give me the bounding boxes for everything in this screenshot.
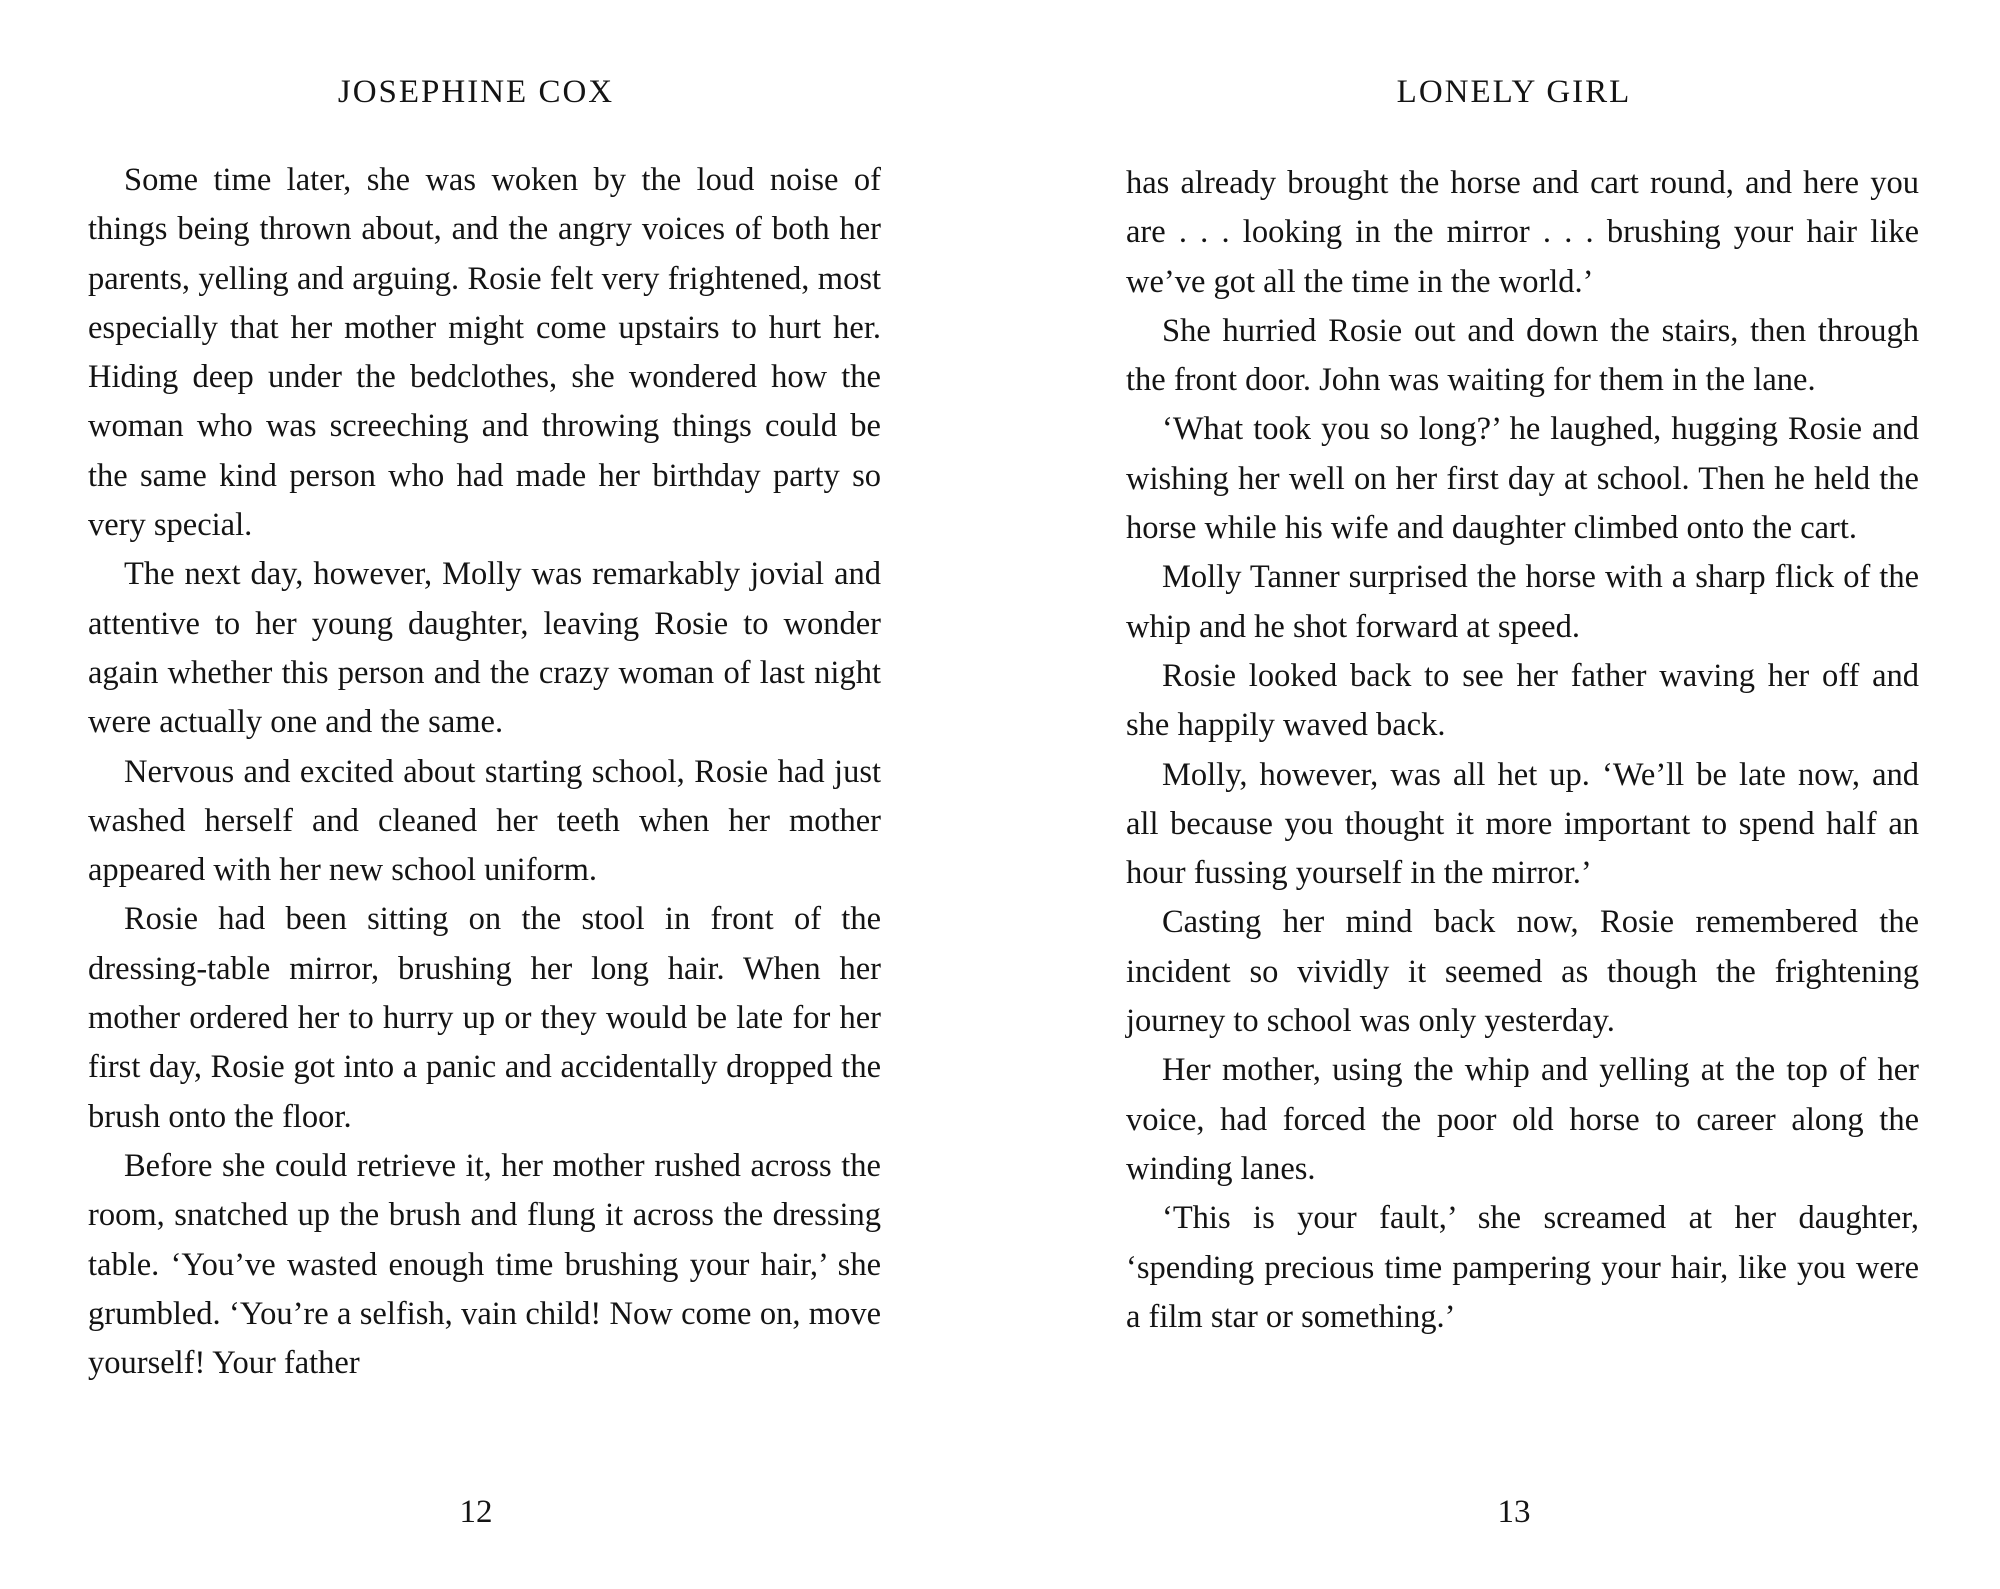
paragraph: Some time later, she was woken by the loud noise of things being thrown about, and the angry voices of both her parents, yelling and arguing. Rosie felt very frightened, most especially that her mother might come upstairs to hurt her. Hiding deep under the bedclothes, she wondered how the woman who was screeching and throwing things could be the same kind person who had made her birthday party so very special. bbox=[88, 162, 881, 544]
left-page-body bbox=[88, 156, 881, 1388]
page-number: 12 bbox=[459, 1494, 493, 1530]
right-page-body bbox=[1126, 159, 1919, 1342]
paragraph: Her mother, using the whip and yelling at the top of her voice, had forced the poor old horse to career along the winding lanes. bbox=[1126, 1052, 1919, 1187]
paragraph: has already brought the horse and cart round, and here you are . . . looking in the mirror . . . brushing your hair like we’ve got all the time in the world.’ bbox=[1126, 165, 1919, 300]
paragraph: The next day, however, Molly was remarkably jovial and attentive to her young daughter, leaving Rosie to wonder again whether this person and the crazy woman of last night were actually one and the same. bbox=[88, 556, 881, 741]
right-page bbox=[1126, 0, 1926, 1589]
paragraph: ‘This is your fault,’ she screamed at her daughter, ‘spending precious time pampering your hair, like you were a film star or something.’ bbox=[1126, 1200, 1919, 1335]
running-head-author: JOSEPHINE COX bbox=[337, 74, 615, 110]
paragraph: ‘What took you so long?’ he laughed, hugging Rosie and wishing her well on her first day at school. Then he held the horse while his wife and daughter climbed onto the cart. bbox=[1126, 411, 1919, 547]
paragraph: Molly Tanner surprised the horse with a sharp flick of the whip and he shot forward at speed. bbox=[1126, 559, 1919, 645]
page-number: 13 bbox=[1497, 1494, 1531, 1530]
paragraph: She hurried Rosie out and down the stairs, then through the front door. John was waiting for them in the lane. bbox=[1126, 312, 1919, 399]
paragraph: Molly, however, was all het up. ‘We’ll be late now, and all because you thought it more important to spend half an hour fussing yourself in the mirror.’ bbox=[1126, 756, 1919, 892]
paragraph: Rosie had been sitting on the stool in front of the dressing-table mirror, brushing her long hair. When her mother ordered her to hurry up or they would be late for her first day, Rosie got into a panic and accidentally dropped the brush onto the floor. bbox=[88, 901, 881, 1135]
paragraph: Rosie looked back to see her father waving her off and she happily waved back. bbox=[1126, 657, 1919, 744]
left-page bbox=[88, 0, 888, 1589]
running-head-title: LONELY GIRL bbox=[1396, 74, 1632, 110]
paragraph: Nervous and excited about starting school, Rosie had just washed herself and cleaned her teeth when her mother appeared with her new school uniform. bbox=[88, 753, 881, 889]
paragraph: Casting her mind back now, Rosie remembered the incident so vividly it seemed as though the frightening journey to school was only yesterday. bbox=[1126, 904, 1919, 1040]
paragraph: Before she could retrieve it, her mother rushed across the room, snatched up the brush and flung it across the dressing table. ‘You’ve wasted enough time brushing your hair,’ she grumbled. ‘You’re a selfish, vain child! Now come on, move yourself! Your father bbox=[88, 1147, 881, 1382]
